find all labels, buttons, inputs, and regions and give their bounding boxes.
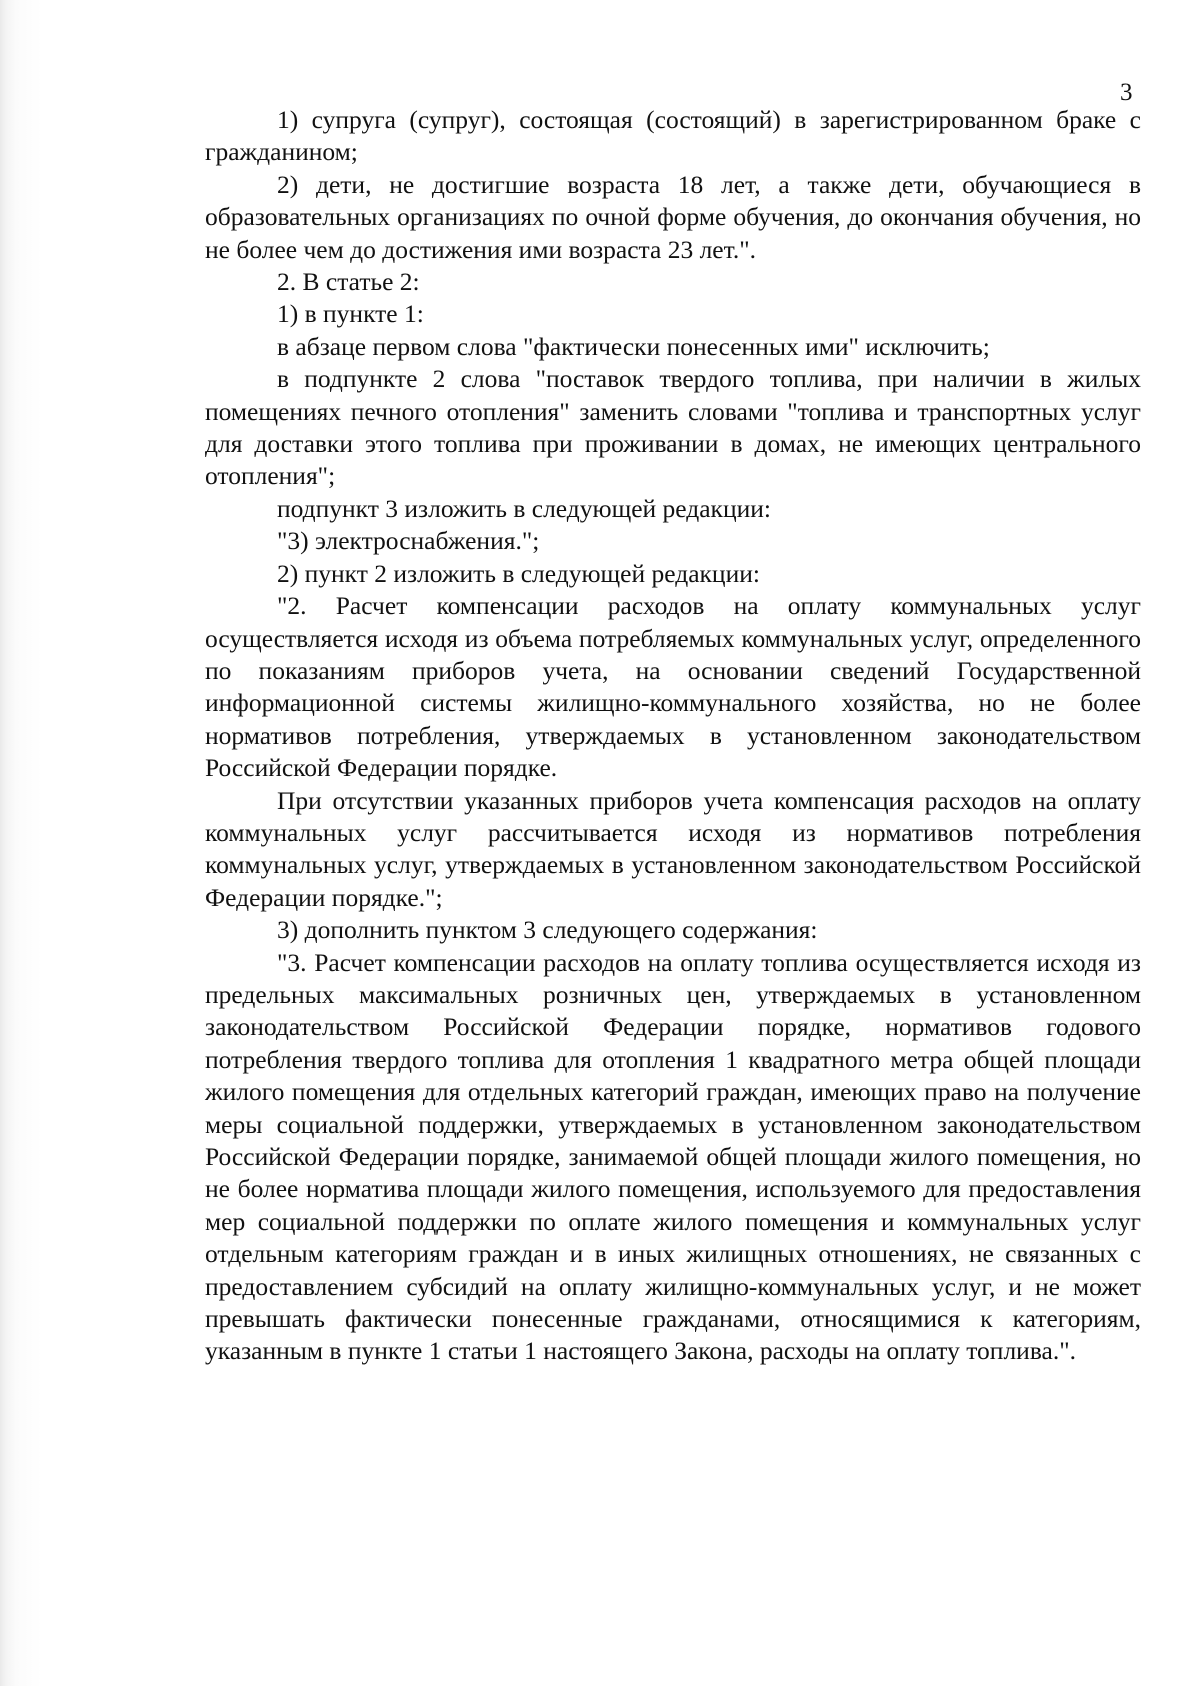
paragraph-7: подпункт 3 изложить в следующей редакции: <box>277 493 771 523</box>
scan-edge-shadow <box>0 0 42 1686</box>
paragraph-3: 2. В статье 2: <box>277 267 420 297</box>
paragraph-1: 1) супруга (супруг), состоящая (состоящий) в зарегистрированном браке с гражданином; <box>205 105 1141 167</box>
paragraph-9: 2) пункт 2 изложить в следующей редакции: <box>277 558 760 588</box>
paragraph-6: в подпункте 2 слова "поставок твердого топлива, при наличии в жилых помещениях печного отопления" заменить словами "топлива и транспортных услуг для доставки этого топлива при проживании в домах, не имеющих центрального отопления"; <box>205 364 1141 491</box>
page-number: 3 <box>1120 79 1133 106</box>
paragraph-10: "2. Расчет компенсации расходов на оплату коммунальных услуг осуществляется исходя из объема потребляемых коммунальных услуг, определенного по показаниям приборов учета, на основании сведений Государственной информационной системы жилищно-коммунального хозяйства, но не более нормативов потребления, утверждаемых в установленном законодательством Российской Федерации порядке. <box>205 591 1141 783</box>
paragraph-8: "3) электроснабжения."; <box>277 526 540 556</box>
paragraph-5: в абзаце первом слова "фактически понесенных ими" исключить; <box>277 331 990 361</box>
paragraph-4: 1) в пункте 1: <box>277 299 424 329</box>
paragraph-11: При отсутствии указанных приборов учета компенсация расходов на оплату коммунальных услуг рассчитывается исходя из нормативов потребления коммунальных услуг, утверждаемых в установленном законодательством Российской Федерации порядке."; <box>205 785 1141 912</box>
document-body <box>205 104 1141 1368</box>
paragraph-2: 2) дети, не достигшие возраста 18 лет, а также дети, обучающиеся в образовательных организациях по очной форме обучения, до окончания обучения, но не более чем до достижения ими возраста 23 лет.". <box>205 169 1141 264</box>
paragraph-12: 3) дополнить пунктом 3 следующего содержания: <box>277 915 818 945</box>
paragraph-13: "3. Расчет компенсации расходов на оплату топлива осуществляется исходя из предельных максимальных розничных цен, утверждаемых в установленном законодательством Российской Федерации порядке, нормативов годового потребления твердого топлива для отопления 1 квадратного метра общей площади жилого помещения для отдельных категорий граждан, имеющих право на получение меры социальной поддержки, утверждаемых в установленном законодательством Российской Федерации порядке, занимаемой общей площади жилого помещения, но не более норматива площади жилого помещения, используемого для предоставления мер социальной поддержки по оплате жилого помещения и коммунальных услуг отдельным категориям граждан и в иных жилищных отношениях, не связанных с предоставлением субсидий на оплату жилищно-коммунальных услуг, и не может превышать фактически понесенные гражданами, относящимися к категориям, указанным в пункте 1 статьи 1 настоящего Закона, расходы на оплату топлива.". <box>205 947 1141 1366</box>
